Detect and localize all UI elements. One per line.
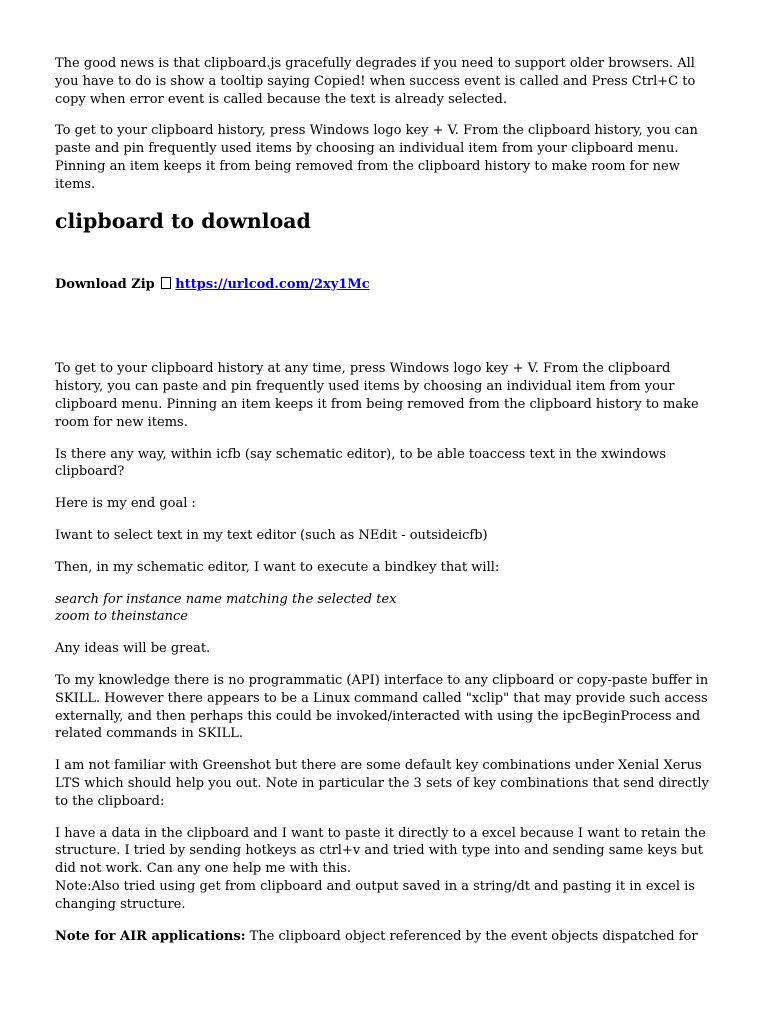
paragraph-excel-paste: I have a data in the clipboard and I want to paste it directly to a excel because I want to retain the structure. I tried by sending hotkeys as ctrl+v and tried with type into and sending same keys but did not work. Can any one help me with this. Note:Also tried using get from clipboard and output saved in a string/dt and pasting it in excel is changing structure. [55,825,706,912]
paragraph-select-text: Iwant to select text in my text editor (such as NEdit - outsideicfb) [55,527,488,543]
paragraph-icfb-question: Is there any way, within icfb (say schematic editor), to be able toaccess text in the xwindows clipboard? [55,446,667,480]
download-label: Download Zip [55,276,155,292]
air-note-text: The clipboard object referenced by the event objects dispatched for [245,928,698,944]
air-note-bold: Note for AIR applications: [55,928,246,944]
missing-glyph-icon [161,277,171,289]
paragraph-skill-api: To my knowledge there is no programmatic (API) interface to any clipboard or copy-paste buffer in SKILL. However there appears to be a Linux command called "xclip" that may provide such access externally, and then perhaps this could be invoked/interacted with using the ipcBeginProcess and related commands in SKILL. [55,672,709,742]
paragraph-clipboard-history-anytime: To get to your clipboard history at any time, press Windows logo key + V. From the clipboard history, you can paste and pin frequently used items by choosing an individual item from your clipboard menu. Pinning an item keeps it from being removed from the clipboard history to make room for new items. [55,361,699,430]
download-line [55,276,720,294]
section-heading: clipboard to download [55,208,311,233]
paragraph-air-note [55,928,720,946]
paragraph-clipboard-history: To get to your clipboard history, press Windows logo key + V. From the clipboard history, you can paste and pin frequently used items by choosing an individual item from your clipboard menu. Pinning an item keeps it from being removed from the clipboard history to make room for new items. [55,123,698,192]
paragraph-clipboardjs: The good news is that clipboard.js gracefully degrades if you need to support older browsers. All you have to do is show a tooltip saying Copied! when success event is called and Press Ctrl+C to copy when error event is called because the text is already selected. [55,56,696,107]
paragraph-italic-steps: search for instance name matching the selected tex zoom to theinstance [55,591,397,625]
paragraph-greenshot: I am not familiar with Greenshot but there are some default key combinations under Xenial Xerus LTS which should help you out. Note in particular the 3 sets of key combinations that send directly to the clipboard: [55,758,709,809]
paragraph-ideas: Any ideas will be great. [55,641,211,657]
paragraph-end-goal: Here is my end goal : [55,496,196,512]
download-link[interactable]: https://urlcod.com/2xy1Mc [175,276,370,292]
paragraph-bindkey: Then, in my schematic editor, I want to execute a bindkey that will: [55,559,500,575]
spacer [55,293,720,360]
document-page [55,55,720,959]
